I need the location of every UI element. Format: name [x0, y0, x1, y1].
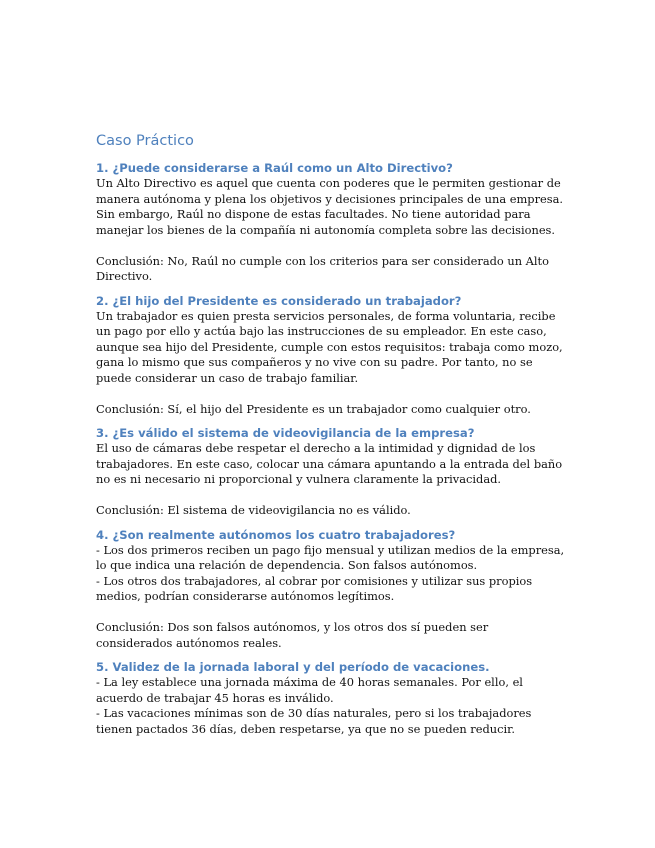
section-2 [96, 293, 566, 418]
document-page [96, 131, 566, 745]
section-5-line-2: - Las vacaciones mínimas son de 30 días naturales, pero si los trabajadores tienen pactados 36 días, deben respetarse, ya que no se pueden reducir. [96, 706, 532, 736]
section-4-conclusion: Conclusión: Dos son falsos autónomos, y los otros dos sí pueden ser considerados autónomos reales. [96, 620, 489, 650]
section-4-heading: 4. ¿Son realmente autónomos los cuatro trabajadores? [96, 527, 456, 542]
section-3-conclusion: Conclusión: El sistema de videovigilancia no es válido. [96, 503, 411, 517]
document-title: Caso Práctico [96, 133, 194, 149]
section-4-line-2: - Los otros dos trabajadores, al cobrar por comisiones y utilizar sus propios medios, podrían considerarse autónomos legítimos. [96, 573, 533, 603]
section-1-conclusion: Conclusión: No, Raúl no cumple con los criterios para ser considerado un Alto Directivo. [96, 253, 549, 283]
section-4 [96, 527, 566, 652]
section-2-body: Un trabajador es quien presta servicios personales, de forma voluntaria, recibe un pago por ello y actúa bajo las instrucciones de su empleador. En este caso, aunque sea hijo del Presidente, cumple con estos requisitos: trabaja como mozo, gana lo mismo que sus compañeros y no vive con su padre. Por tanto, no se puede considerar un caso de trabajo familiar. [96, 308, 563, 385]
section-1 [96, 160, 566, 285]
section-3-heading: 3. ¿Es válido el sistema de videovigilancia de la empresa? [96, 426, 475, 440]
section-5-heading: 5. Validez de la jornada laboral y del período de vacaciones. [96, 660, 490, 674]
section-1-heading: 1. ¿Puede considerarse a Raúl como un Alto Directivo? [96, 161, 453, 175]
section-1-body: Un Alto Directivo es aquel que cuenta con poderes que le permiten gestionar de manera autónoma y plena los objetivos y decisiones principales de una empresa. Sin embargo, Raúl no dispone de estas facultades. No tiene autoridad para manejar los bienes de la compañía ni autonomía completa sobre las decisiones. [96, 176, 564, 237]
section-4-line-1: - Los dos primeros reciben un pago fijo mensual y utilizan medios de la empresa, lo que indica una relación de dependencia. Son falsos autónomos. [96, 542, 565, 572]
section-2-heading: 2. ¿El hijo del Presidente es considerado un trabajador? [96, 293, 462, 308]
section-2-conclusion: Conclusión: Sí, el hijo del Presidente es un trabajador como cualquier otro. [96, 401, 531, 416]
section-5-line-1: - La ley establece una jornada máxima de 40 horas semanales. Por ello, el acuerdo de trabajar 45 horas es inválido. [96, 675, 523, 705]
section-3-body: El uso de cámaras debe respetar el derecho a la intimidad y dignidad de los trabajadores. En este caso, colocar una cámara apuntando a la entrada del baño no es ni necesario ni proporcional y vulnera claramente la privacidad. [96, 441, 563, 486]
section-3 [96, 425, 566, 519]
section-5 [96, 659, 566, 737]
